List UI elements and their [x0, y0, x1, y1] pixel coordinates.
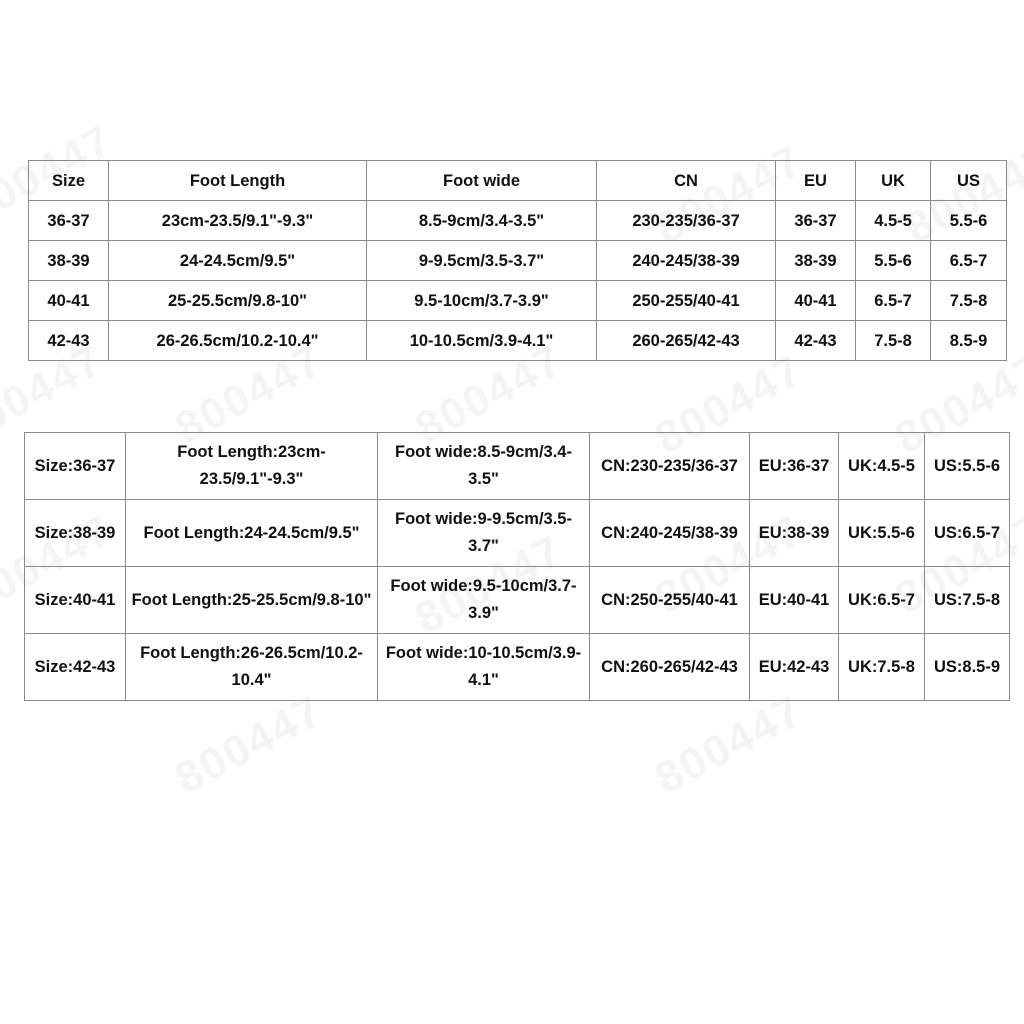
table-row	[25, 433, 1010, 500]
cell-foot-wide: Foot wide:10-10.5cm/3.9-4.1"	[378, 634, 590, 701]
cell-foot-wide: 10-10.5cm/3.9-4.1"	[367, 321, 597, 361]
size-chart-table	[28, 160, 1007, 361]
header-foot-length: Foot Length	[109, 161, 367, 201]
cell-size: 40-41	[29, 281, 109, 321]
table-header-row	[29, 161, 1007, 201]
cell-uk: 6.5-7	[856, 281, 931, 321]
table-row	[25, 567, 1010, 634]
cell-size: 38-39	[29, 241, 109, 281]
cell-foot-wide: Foot wide:9-9.5cm/3.5-3.7"	[378, 500, 590, 567]
cell-uk: 5.5-6	[856, 241, 931, 281]
header-cn: CN	[597, 161, 776, 201]
cell-cn: CN:230-235/36-37	[590, 433, 750, 500]
cell-foot-length: 25-25.5cm/9.8-10"	[109, 281, 367, 321]
cell-eu: 40-41	[776, 281, 856, 321]
table-row	[25, 634, 1010, 701]
cell-eu: 38-39	[776, 241, 856, 281]
cell-cn: 230-235/36-37	[597, 201, 776, 241]
cell-us: 6.5-7	[931, 241, 1007, 281]
cell-foot-wide: Foot wide:8.5-9cm/3.4-3.5"	[378, 433, 590, 500]
cell-foot-length: Foot Length:24-24.5cm/9.5"	[126, 500, 378, 567]
cell-foot-length: 24-24.5cm/9.5"	[109, 241, 367, 281]
table-row	[29, 201, 1007, 241]
header-size: Size	[29, 161, 109, 201]
cell-foot-length: 23cm-23.5/9.1"-9.3"	[109, 201, 367, 241]
cell-cn: CN:260-265/42-43	[590, 634, 750, 701]
cell-foot-wide: 8.5-9cm/3.4-3.5"	[367, 201, 597, 241]
cell-cn: CN:250-255/40-41	[590, 567, 750, 634]
cell-eu: EU:40-41	[750, 567, 839, 634]
cell-foot-length: Foot Length:23cm-23.5/9.1"-9.3"	[126, 433, 378, 500]
cell-uk: UK:5.5-6	[839, 500, 925, 567]
cell-size: Size:38-39	[25, 500, 126, 567]
table-row	[25, 500, 1010, 567]
cell-uk: UK:6.5-7	[839, 567, 925, 634]
cell-size: 36-37	[29, 201, 109, 241]
watermark	[648, 686, 812, 805]
cell-foot-length: Foot Length:26-26.5cm/10.2-10.4"	[126, 634, 378, 701]
cell-eu: 42-43	[776, 321, 856, 361]
watermark	[168, 686, 332, 805]
cell-size: 42-43	[29, 321, 109, 361]
cell-us: US:6.5-7	[925, 500, 1010, 567]
cell-size: Size:40-41	[25, 567, 126, 634]
cell-cn: 240-245/38-39	[597, 241, 776, 281]
header-foot-wide: Foot wide	[367, 161, 597, 201]
cell-eu: EU:38-39	[750, 500, 839, 567]
cell-size: Size:42-43	[25, 634, 126, 701]
cell-cn: CN:240-245/38-39	[590, 500, 750, 567]
header-uk: UK	[856, 161, 931, 201]
table-row	[29, 321, 1007, 361]
header-eu: EU	[776, 161, 856, 201]
table-row	[29, 281, 1007, 321]
cell-eu: 36-37	[776, 201, 856, 241]
cell-cn: 250-255/40-41	[597, 281, 776, 321]
cell-uk: UK:4.5-5	[839, 433, 925, 500]
cell-uk: UK:7.5-8	[839, 634, 925, 701]
cell-foot-length: Foot Length:25-25.5cm/9.8-10"	[126, 567, 378, 634]
cell-eu: EU:36-37	[750, 433, 839, 500]
cell-us: 5.5-6	[931, 201, 1007, 241]
header-us: US	[931, 161, 1007, 201]
cell-eu: EU:42-43	[750, 634, 839, 701]
cell-us: US:7.5-8	[925, 567, 1010, 634]
cell-us: US:8.5-9	[925, 634, 1010, 701]
cell-us: 7.5-8	[931, 281, 1007, 321]
cell-cn: 260-265/42-43	[597, 321, 776, 361]
cell-us: 8.5-9	[931, 321, 1007, 361]
cell-uk: 4.5-5	[856, 201, 931, 241]
cell-foot-wide: 9-9.5cm/3.5-3.7"	[367, 241, 597, 281]
cell-foot-wide: 9.5-10cm/3.7-3.9"	[367, 281, 597, 321]
cell-foot-wide: Foot wide:9.5-10cm/3.7-3.9"	[378, 567, 590, 634]
table-row	[29, 241, 1007, 281]
cell-size: Size:36-37	[25, 433, 126, 500]
cell-us: US:5.5-6	[925, 433, 1010, 500]
size-chart-labeled-table	[24, 432, 1010, 701]
cell-foot-length: 26-26.5cm/10.2-10.4"	[109, 321, 367, 361]
cell-uk: 7.5-8	[856, 321, 931, 361]
